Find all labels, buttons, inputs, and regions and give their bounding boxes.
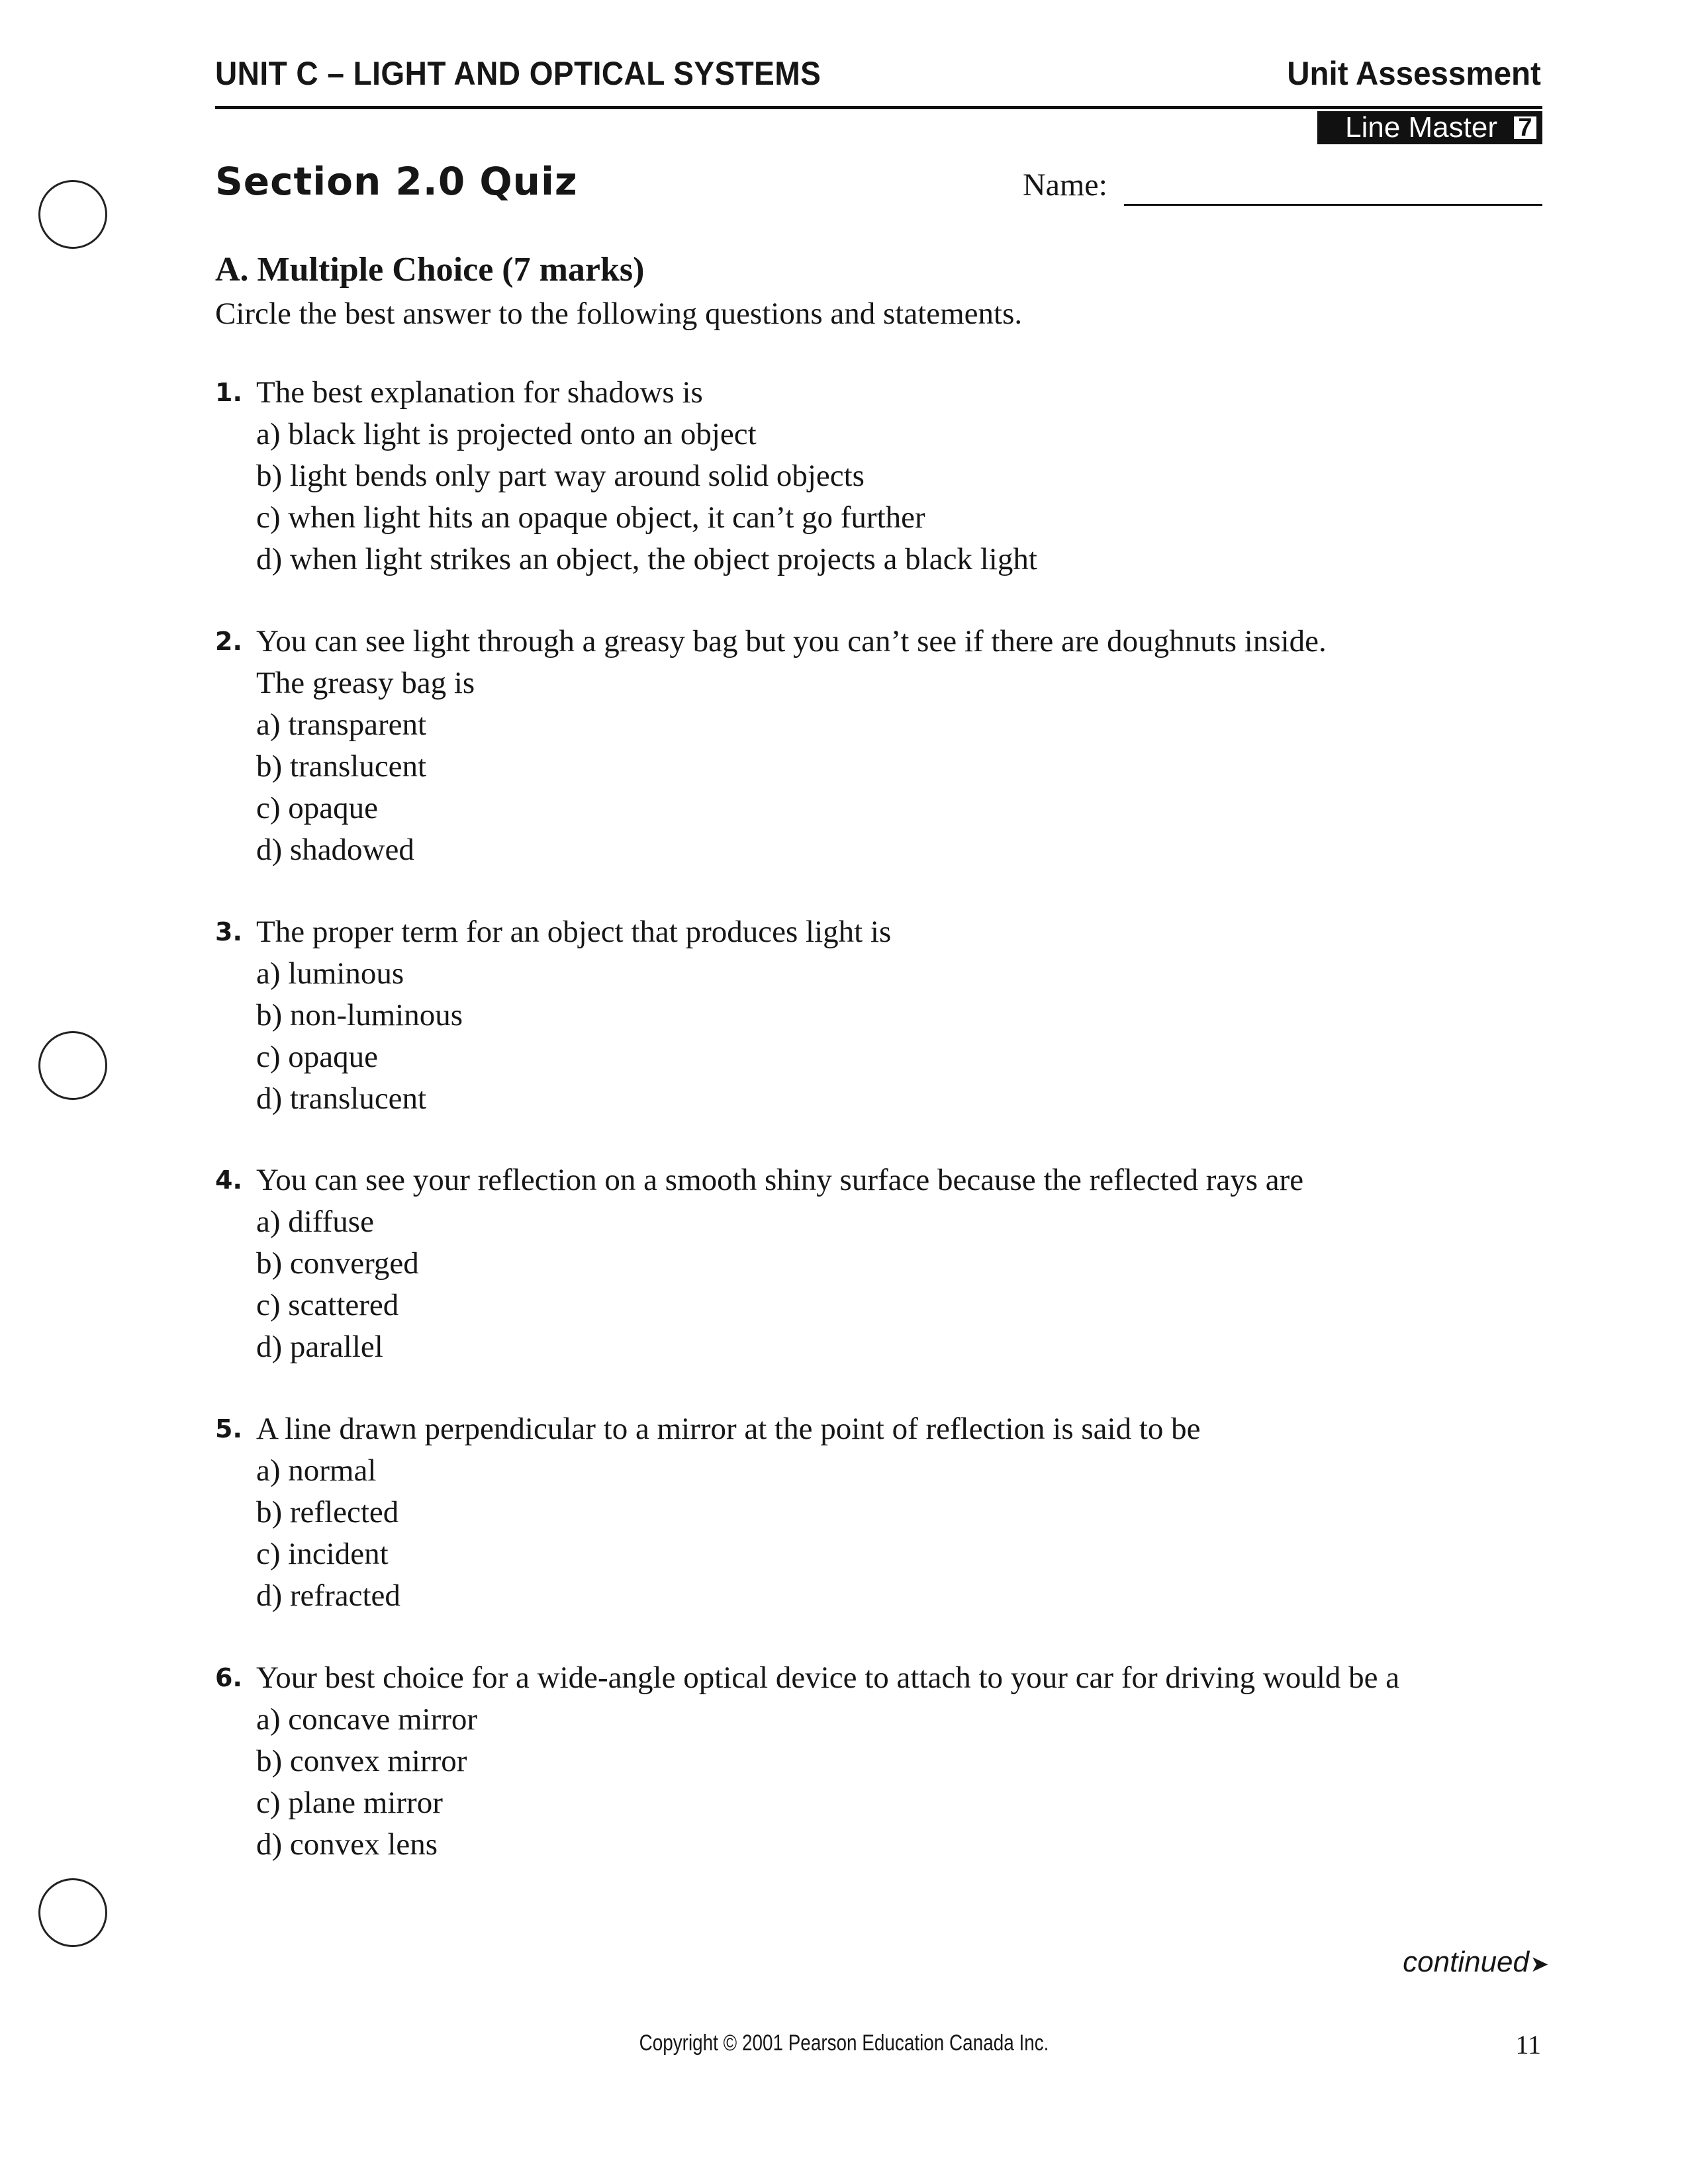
punch-hole-middle xyxy=(38,1031,107,1100)
name-field-line[interactable] xyxy=(1124,204,1542,206)
question-3 xyxy=(215,911,1546,1120)
answer-option-d[interactable]: d) shadowed xyxy=(256,833,414,867)
answer-option-d[interactable]: d) translucent xyxy=(256,1081,427,1116)
answer-option-a[interactable]: a) luminous xyxy=(256,956,404,991)
answer-option-c[interactable]: c) scattered xyxy=(256,1288,399,1322)
page-number: 11 xyxy=(1515,2030,1541,2060)
header-divider xyxy=(215,106,1542,109)
line-master-badge xyxy=(1317,111,1542,144)
question-stem: A line drawn perpendicular to a mirror at the point of reflection is said to be xyxy=(256,1412,1201,1446)
question-stem: The best explanation for shadows is xyxy=(256,375,703,410)
answer-option-b[interactable]: b) reflected xyxy=(256,1495,399,1529)
answer-option-d[interactable]: d) when light strikes an object, the object projects a black light xyxy=(256,542,1037,576)
answer-option-a[interactable]: a) black light is projected onto an object xyxy=(256,417,757,451)
answer-option-b[interactable]: b) convex mirror xyxy=(256,1744,467,1778)
answer-option-c[interactable]: c) when light hits an opaque object, it can’t go further xyxy=(256,500,925,535)
question-6 xyxy=(215,1657,1546,1866)
question-1 xyxy=(215,372,1546,580)
answer-option-c[interactable]: c) incident xyxy=(256,1537,389,1571)
question-stem: The proper term for an object that produces light is xyxy=(256,915,892,949)
line-master-number: 7 xyxy=(1512,114,1538,141)
question-2 xyxy=(215,621,1546,871)
answer-option-d[interactable]: d) convex lens xyxy=(256,1827,438,1862)
punch-hole-top xyxy=(38,180,107,249)
answer-option-b[interactable]: b) translucent xyxy=(256,749,427,784)
question-number: 4. xyxy=(215,1165,242,1195)
question-number: 5. xyxy=(215,1414,242,1443)
answer-option-c[interactable]: c) opaque xyxy=(256,1040,378,1074)
unit-title: UNIT C – LIGHT AND OPTICAL SYSTEMS xyxy=(215,55,821,92)
question-4 xyxy=(215,1160,1546,1368)
continued-label: continued xyxy=(1403,1946,1529,1978)
continued-arrow-icon: ➤ xyxy=(1530,1951,1549,1978)
question-stem-continued: The greasy bag is xyxy=(256,666,475,700)
answer-option-b[interactable]: b) non-luminous xyxy=(256,998,463,1032)
answer-option-a[interactable]: a) transparent xyxy=(256,707,427,742)
answer-option-c[interactable]: c) plane mirror xyxy=(256,1786,443,1820)
question-number: 1. xyxy=(215,378,242,407)
answer-option-d[interactable]: d) refracted xyxy=(256,1578,400,1613)
question-stem: You can see light through a greasy bag but you can’t see if there are doughnuts inside. xyxy=(256,624,1327,659)
answer-option-b[interactable]: b) light bends only part way around solid objects xyxy=(256,459,865,493)
question-number: 2. xyxy=(215,627,242,656)
question-5 xyxy=(215,1408,1546,1617)
part-title: A. Multiple Choice (7 marks) xyxy=(215,251,645,289)
answer-option-d[interactable]: d) parallel xyxy=(256,1330,383,1364)
question-number: 6. xyxy=(215,1663,242,1692)
answer-option-a[interactable]: a) diffuse xyxy=(256,1205,374,1239)
line-master-label: Line Master xyxy=(1345,111,1497,144)
name-label: Name: xyxy=(1023,167,1107,203)
answer-option-a[interactable]: a) concave mirror xyxy=(256,1702,478,1737)
answer-option-c[interactable]: c) opaque xyxy=(256,791,378,825)
question-stem: You can see your reflection on a smooth shiny surface because the reflected rays are xyxy=(256,1163,1304,1197)
copyright-notice: Copyright © 2001 Pearson Education Canada Inc. xyxy=(639,2030,1049,2056)
answer-option-b[interactable]: b) converged xyxy=(256,1246,419,1281)
question-number: 3. xyxy=(215,917,242,946)
question-stem: Your best choice for a wide-angle optical device to attach to your car for driving would be a xyxy=(256,1661,1400,1695)
quiz-title: Section 2.0 Quiz xyxy=(215,159,578,204)
unit-assessment-label: Unit Assessment xyxy=(1287,55,1541,92)
instructions: Circle the best answer to the following questions and statements. xyxy=(215,296,1023,331)
punch-hole-bottom xyxy=(38,1878,107,1947)
answer-option-a[interactable]: a) normal xyxy=(256,1453,377,1488)
